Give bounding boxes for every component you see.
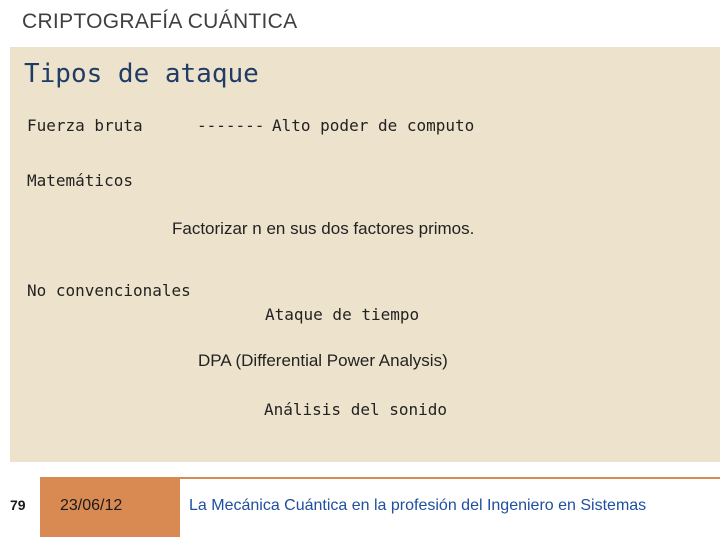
footer-caption: La Mecánica Cuántica en la profesión del Ingeniero en Sistemas xyxy=(189,497,647,514)
unconventional-item-dpa: DPA (Differential Power Analysis) xyxy=(198,351,448,370)
unconventional-item-timing: Ataque de tiempo xyxy=(265,305,420,324)
footer-date-box xyxy=(40,477,180,537)
presentation-header: CRIPTOGRAFÍA CUÁNTICA xyxy=(22,10,298,33)
separator-dashes: ------- xyxy=(197,116,265,135)
slide-title: Tipos de ataque xyxy=(24,59,259,89)
footer-divider xyxy=(180,477,720,479)
attack-type-brute-force: Fuerza bruta xyxy=(27,116,143,135)
attack-type-unconventional: No convencionales xyxy=(27,281,191,300)
page-number-box xyxy=(0,477,40,537)
unconventional-item-sound: Análisis del sonido xyxy=(264,400,448,419)
footer-date: 23/06/12 xyxy=(60,497,123,514)
brute-force-detail: Alto poder de computo xyxy=(272,116,475,135)
mathematical-detail: Factorizar n en sus dos factores primos. xyxy=(172,219,475,238)
page-number: 79 xyxy=(10,497,26,513)
attack-type-mathematical: Matemáticos xyxy=(27,171,133,190)
